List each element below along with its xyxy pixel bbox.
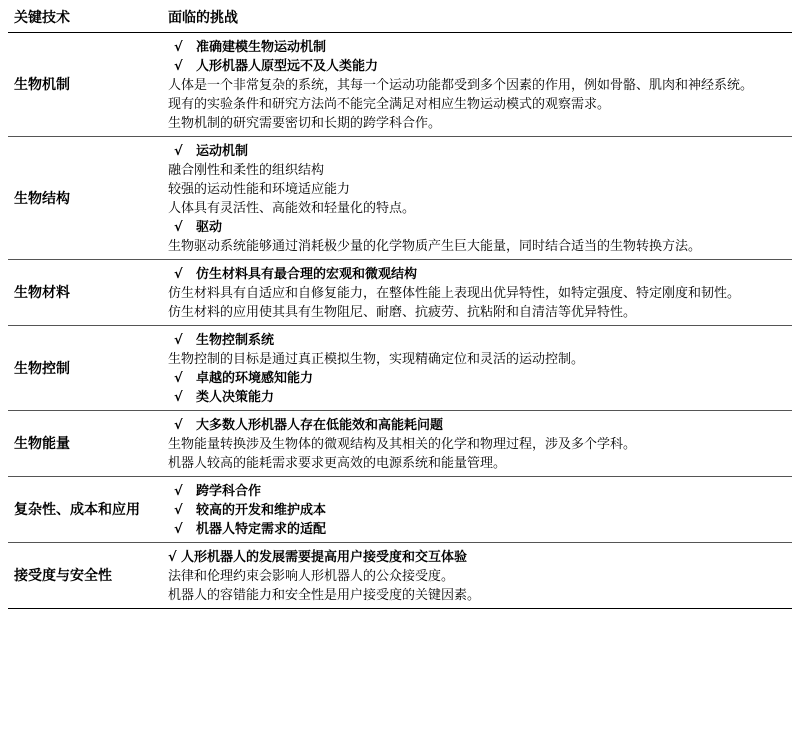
challenge-text: 人体是一个非常复杂的系统，其每一个运动功能都受到多个因素的作用，例如骨骼、肌肉和神经系统。 [168, 78, 754, 93]
key-technology-cell: 生物控制 [8, 326, 162, 411]
challenges-cell [162, 326, 792, 411]
challenge-text: 人形机器人原型远不及人类能力 [196, 59, 379, 74]
challenge-text: 机器人较高的能耗需求要求更高效的电源系统和能量管理。 [168, 456, 507, 471]
challenge-heading [168, 548, 792, 567]
challenge-text: 机器人特定需求的适配 [196, 522, 327, 537]
checkmark-icon: √ [174, 371, 183, 386]
challenge-detail [168, 303, 792, 322]
challenge-text: 仿生材料具有最合理的宏观和微观结构 [196, 267, 418, 282]
table-row [8, 326, 792, 411]
checkmark-icon: √ [174, 59, 183, 74]
challenges-table [8, 4, 792, 609]
challenge-detail [168, 114, 792, 133]
challenge-detail [168, 180, 792, 199]
challenge-detail [168, 435, 792, 454]
challenge-detail [168, 76, 792, 95]
challenge-text: 机器人的容错能力和安全性是用户接受度的关键因素。 [168, 588, 481, 603]
checkmark-icon: √ [174, 390, 183, 405]
challenge-detail [168, 567, 792, 586]
challenge-text: 仿生材料具有自适应和自修复能力，在整体性能上表现出优异特性，如特定强度、特定刚度和韧性。 [168, 286, 741, 301]
challenge-detail [168, 237, 792, 256]
challenge-text: 运动机制 [196, 144, 249, 159]
table-header-row [8, 4, 792, 33]
challenge-detail [168, 586, 792, 605]
header-key-technology: 关键技术 [8, 4, 162, 33]
table-row [8, 260, 792, 326]
challenge-detail [168, 350, 792, 369]
checkmark-icon: √ [174, 522, 183, 537]
challenge-detail [168, 284, 792, 303]
challenge-text: 类人决策能力 [196, 390, 275, 405]
key-technology-cell: 生物结构 [8, 137, 162, 260]
challenge-text: 生物能量转换涉及生物体的微观结构及其相关的化学和物理过程，涉及多个学科。 [168, 437, 637, 452]
challenge-text: 大多数人形机器人存在低能效和高能耗问题 [196, 418, 444, 433]
challenge-text: 法律和伦理约束会影响人形机器人的公众接受度。 [168, 569, 455, 584]
challenge-text: 跨学科合作 [196, 484, 262, 499]
challenge-heading [168, 265, 792, 284]
challenge-heading [168, 520, 792, 539]
challenge-detail [168, 161, 792, 180]
table-row [8, 33, 792, 137]
challenge-text: 准确建模生物运动机制 [196, 40, 327, 55]
checkmark-icon: √ [174, 503, 183, 518]
checkmark-icon: √ [174, 40, 183, 55]
key-technology-cell: 生物能量 [8, 411, 162, 477]
checkmark-icon: √ [174, 484, 183, 499]
challenge-text: 生物控制的目标是通过真正模拟生物，实现精确定位和灵活的运动控制。 [168, 352, 585, 367]
challenge-text: 生物控制系统 [196, 333, 275, 348]
challenge-text: 驱动 [196, 220, 223, 235]
challenge-heading [168, 482, 792, 501]
challenges-cell [162, 260, 792, 326]
challenge-text: 融合刚性和柔性的组织结构 [168, 163, 325, 178]
challenge-heading [168, 388, 792, 407]
challenge-text: 生物机制的研究需要密切和长期的跨学科合作。 [168, 116, 442, 131]
challenge-text: 较高的开发和维护成本 [196, 503, 327, 518]
challenge-heading [168, 331, 792, 350]
table-row [8, 543, 792, 609]
challenge-heading [168, 38, 792, 57]
challenge-text: 人体具有灵活性、高能效和轻量化的特点。 [168, 201, 416, 216]
challenge-text: 生物驱动系统能够通过消耗极少量的化学物质产生巨大能量，同时结合适当的生物转换方法。 [168, 239, 702, 254]
challenge-heading [168, 57, 792, 76]
challenge-heading [168, 218, 792, 237]
table-row [8, 411, 792, 477]
checkmark-icon: √ [174, 333, 183, 348]
challenge-detail [168, 454, 792, 473]
challenges-cell [162, 477, 792, 543]
checkmark-icon: √ [168, 550, 177, 565]
table-row [8, 477, 792, 543]
table-body [8, 33, 792, 609]
header-challenges: 面临的挑战 [162, 4, 792, 33]
challenges-cell [162, 543, 792, 609]
checkmark-icon: √ [174, 220, 183, 235]
challenge-heading [168, 142, 792, 161]
challenges-cell [162, 137, 792, 260]
key-technology-cell: 接受度与安全性 [8, 543, 162, 609]
checkmark-icon: √ [174, 267, 183, 282]
checkmark-icon: √ [174, 418, 183, 433]
challenge-heading [168, 416, 792, 435]
table-row [8, 137, 792, 260]
key-technology-cell: 复杂性、成本和应用 [8, 477, 162, 543]
challenge-text: 人形机器人的发展需要提高用户接受度和交互体验 [181, 550, 468, 565]
key-technology-cell: 生物机制 [8, 33, 162, 137]
challenge-detail [168, 95, 792, 114]
checkmark-icon: √ [174, 144, 183, 159]
challenge-text: 卓越的环境感知能力 [196, 371, 314, 386]
key-technology-cell: 生物材料 [8, 260, 162, 326]
challenge-text: 较强的运动性能和环境适应能力 [168, 182, 351, 197]
challenge-heading [168, 501, 792, 520]
challenge-text: 仿生材料的应用使其具有生物阻尼、耐磨、抗疲劳、抗粘附和自清洁等优异特性。 [168, 305, 637, 320]
challenge-text: 现有的实验条件和研究方法尚不能完全满足对相应生物运动模式的观察需求。 [168, 97, 611, 112]
challenge-heading [168, 369, 792, 388]
challenge-detail [168, 199, 792, 218]
challenges-cell [162, 33, 792, 137]
challenges-cell [162, 411, 792, 477]
